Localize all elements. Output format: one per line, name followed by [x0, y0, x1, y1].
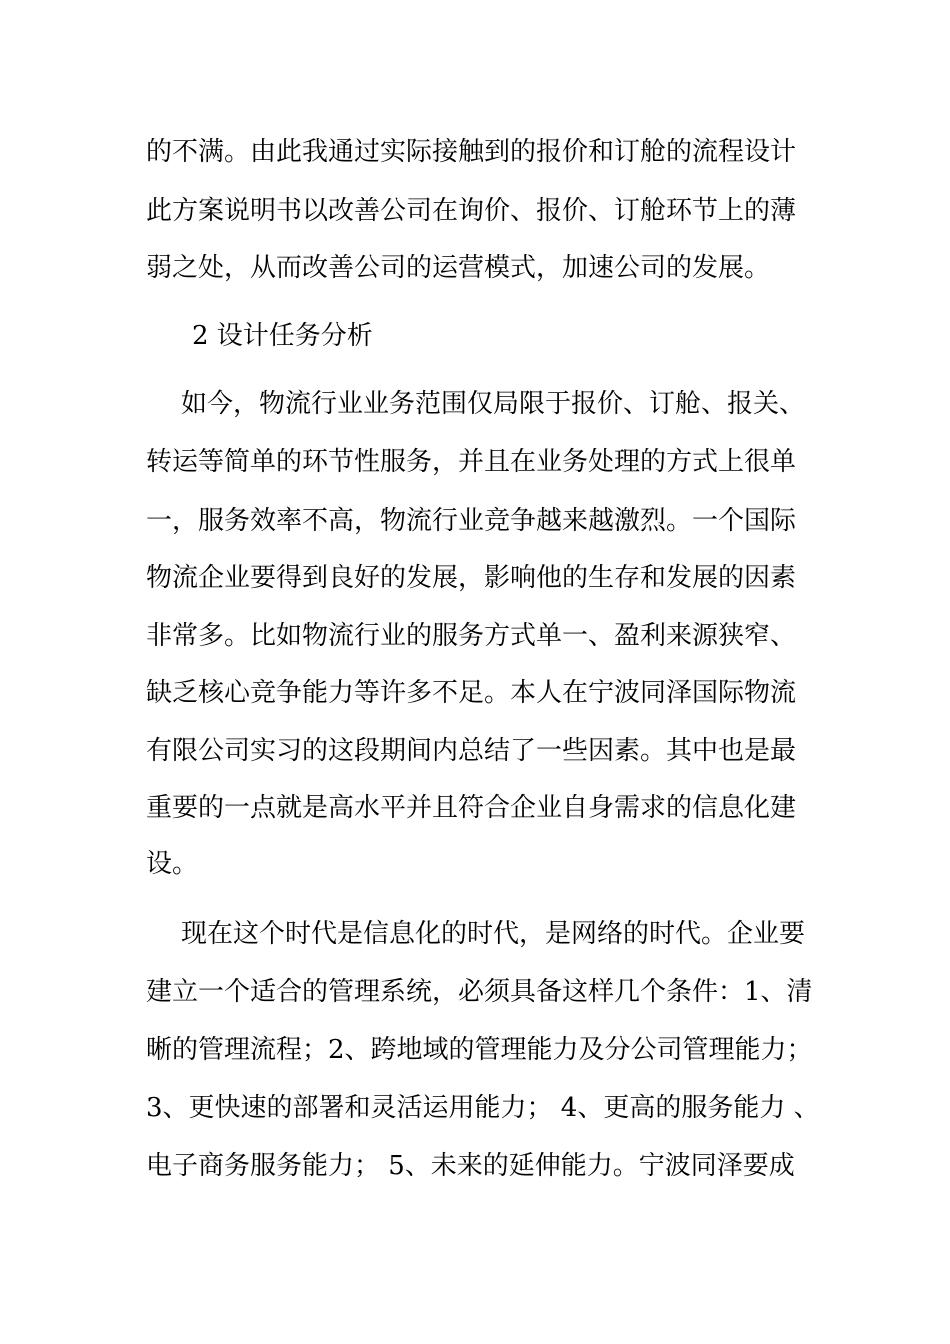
paragraph-2-line-1: 如今，物流行业业务范围仅局限于报价、订舱、报关、 — [181, 389, 806, 419]
paragraph-1-line-2: 此方案说明书以改善公司在询价、报价、订舱环节上的薄 — [146, 196, 797, 226]
paragraph-2-line-6: 缺乏核心竞争能力等许多不足。本人在宁波同泽国际物流 — [146, 678, 797, 708]
paragraph-3-line-5: 电子商务服务能力； 5、未来的延伸能力。宁波同泽要成 — [146, 1151, 795, 1181]
paragraph-2-line-3: 一，服务效率不高，物流行业竞争越来越激烈。一个国际 — [146, 506, 797, 536]
paragraph-2-line-9: 设。 — [146, 849, 199, 879]
paragraph-3-line-3: 晰的管理流程；2、跨地域的管理能力及分公司管理能力； — [146, 1035, 813, 1065]
paragraph-3-line-1: 现在这个时代是信息化的时代，是网络的时代。企业要 — [181, 919, 806, 949]
paragraph-2-line-5: 非常多。比如物流行业的服务方式单一、盈利来源狭窄、 — [146, 621, 797, 651]
paragraph-1-line-3: 弱之处，从而改善公司的运营模式，加速公司的发展。 — [146, 253, 771, 283]
paragraph-3-line-4: 3、更快速的部署和灵活运用能力； 4、更高的服务能力 、 — [146, 1093, 820, 1123]
paragraph-2-line-8: 重要的一点就是高水平并且符合企业自身需求的信息化建 — [146, 793, 797, 823]
paragraph-2-line-7: 有限公司实习的这段期间内总结了一些因素。其中也是最 — [146, 736, 797, 766]
paragraph-2-line-4: 物流企业要得到良好的发展，影响他的生存和发展的因素 — [146, 563, 797, 593]
paragraph-1-line-1: 的不满。由此我通过实际接触到的报价和订舱的流程设计 — [146, 137, 797, 167]
paragraph-2-line-2: 转运等简单的环节性服务，并且在业务处理的方式上很单 — [146, 447, 797, 477]
paragraph-3-line-2: 建立一个适合的管理系统，必须具备这样几个条件：1、清 — [146, 977, 813, 1007]
section-heading: 2 设计任务分析 — [192, 321, 373, 351]
